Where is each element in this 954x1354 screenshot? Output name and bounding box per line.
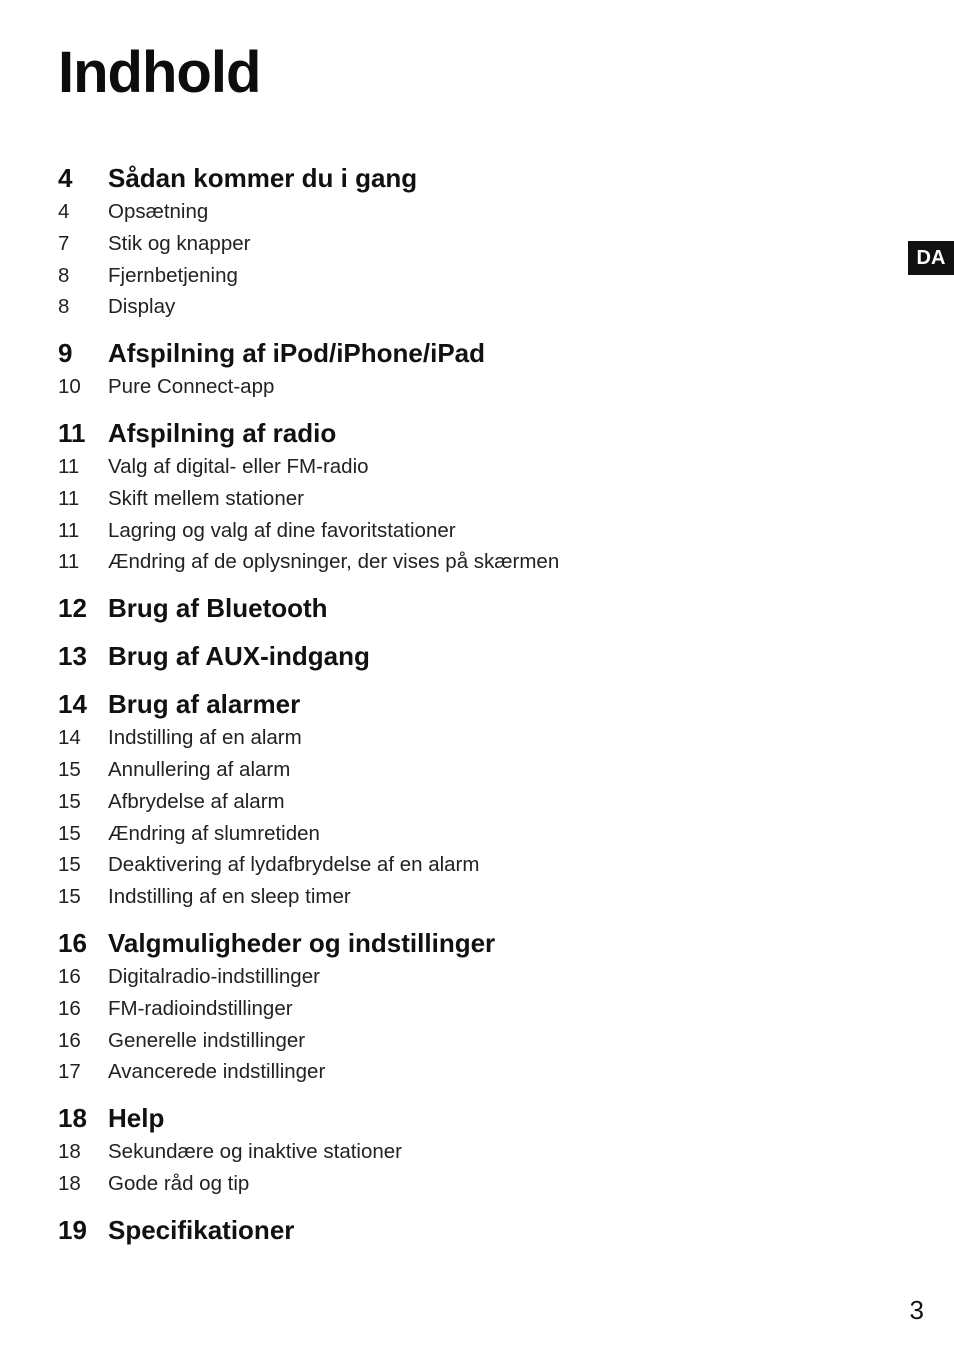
toc-entry[interactable] (58, 818, 878, 850)
entry-title: Pure Connect-app (108, 375, 275, 399)
entry-page-number: 16 (58, 996, 81, 1020)
entry-page-number: 14 (58, 726, 81, 750)
section-title: Brug af Bluetooth (108, 593, 328, 624)
toc-section (58, 335, 878, 403)
toc-entry[interactable] (58, 228, 878, 260)
toc-section-heading[interactable] (58, 415, 878, 451)
entry-page-number: 15 (58, 885, 81, 909)
toc-entry[interactable] (58, 451, 878, 483)
toc-entry[interactable] (58, 754, 878, 786)
entry-title: Generelle indstillinger (108, 1028, 306, 1052)
toc-section-heading[interactable] (58, 638, 878, 674)
entry-page-number: 8 (58, 263, 70, 287)
table-of-contents (58, 160, 878, 1260)
section-title: Help (108, 1103, 165, 1134)
entry-title: Opsætning (108, 200, 209, 223)
toc-entry[interactable] (58, 546, 878, 578)
entry-title: Annullering af alarm (108, 757, 291, 781)
toc-section-heading[interactable] (58, 1100, 878, 1136)
entry-page-number: 7 (58, 231, 70, 255)
entry-title: Indstilling af en alarm (108, 726, 302, 750)
section-page-number: 18 (58, 1103, 87, 1134)
entry-title: FM-radioindstillinger (108, 996, 293, 1020)
toc-section (58, 160, 878, 323)
toc-entry[interactable] (58, 196, 878, 228)
entry-page-number: 11 (58, 550, 80, 574)
toc-entry[interactable] (58, 1025, 878, 1057)
toc-section (58, 1100, 878, 1200)
section-title: Specifikationer (108, 1214, 295, 1245)
entry-page-number: 16 (58, 1028, 81, 1052)
toc-entry[interactable] (58, 371, 878, 403)
entry-page-number: 10 (58, 375, 81, 399)
toc-section-heading[interactable] (58, 160, 878, 196)
section-page-number: 4 (58, 163, 73, 193)
section-title: Valgmuligheder og indstillinger (108, 927, 496, 958)
entry-page-number: 15 (58, 821, 81, 845)
entry-page-number: 18 (58, 1171, 81, 1195)
section-page-number: 11 (58, 417, 86, 448)
entry-title: Valg af digital- eller FM-radio (108, 454, 369, 478)
entry-page-number: 15 (58, 853, 81, 877)
section-title: Afspilning af radio (108, 417, 337, 448)
toc-entry[interactable] (58, 993, 878, 1025)
entry-page-number: 18 (58, 1140, 81, 1164)
entry-title: Fjernbetjening (108, 263, 238, 287)
entry-title: Lagring og valg af dine favoritstationer (108, 518, 456, 542)
toc-entry[interactable] (58, 260, 878, 292)
entry-title: Gode råd og tip (108, 1171, 250, 1195)
language-tab: DA (908, 241, 954, 275)
section-page-number: 14 (58, 689, 87, 720)
toc-entry[interactable] (58, 1168, 878, 1200)
toc-entry[interactable] (58, 786, 878, 818)
entry-page-number: 11 (58, 454, 80, 478)
entry-page-number: 11 (58, 486, 80, 510)
entry-title: Digitalradio-indstillinger (108, 964, 320, 988)
entry-title: Skift mellem stationer (108, 486, 304, 510)
page-number: 3 (909, 1295, 924, 1325)
section-page-number: 9 (58, 338, 73, 369)
entry-page-number: 17 (58, 1060, 81, 1084)
toc-section-heading[interactable] (58, 925, 878, 961)
entry-page-number: 4 (58, 200, 70, 223)
entry-page-number: 16 (58, 964, 81, 988)
toc-section (58, 925, 878, 1088)
section-title: Brug af AUX-indgang (108, 641, 370, 672)
toc-section (58, 1212, 878, 1248)
toc-entry[interactable] (58, 961, 878, 993)
entry-title: Deaktivering af lydafbrydelse af en alarm (108, 853, 480, 877)
section-page-number: 16 (58, 927, 87, 958)
toc-entry[interactable] (58, 722, 878, 754)
section-title: Afspilning af iPod/iPhone/iPad (108, 338, 486, 369)
page-title: Indhold (58, 40, 261, 105)
section-page-number: 13 (58, 641, 87, 672)
section-title: Sådan kommer du i gang (108, 163, 418, 193)
toc-section-heading[interactable] (58, 686, 878, 722)
toc-section (58, 638, 878, 674)
toc-section-heading[interactable] (58, 590, 878, 626)
entry-title: Indstilling af en sleep timer (108, 885, 351, 909)
toc-section-heading[interactable] (58, 335, 878, 371)
toc-entry[interactable] (58, 1056, 878, 1088)
toc-section (58, 686, 878, 913)
section-page-number: 12 (58, 593, 87, 624)
section-page-number: 19 (58, 1214, 87, 1245)
toc-entry[interactable] (58, 849, 878, 881)
toc-section-heading[interactable] (58, 1212, 878, 1248)
entry-page-number: 8 (58, 295, 70, 319)
entry-title: Afbrydelse af alarm (108, 789, 285, 813)
entry-page-number: 15 (58, 789, 81, 813)
entry-title: Stik og knapper (108, 231, 251, 255)
toc-entry[interactable] (58, 291, 878, 323)
toc-entry[interactable] (58, 881, 878, 913)
entry-title: Ændring af de oplysninger, der vises på skærmen (108, 550, 560, 574)
toc-entry[interactable] (58, 483, 878, 515)
entry-page-number: 11 (58, 518, 80, 542)
entry-page-number: 15 (58, 757, 81, 781)
toc-section (58, 415, 878, 578)
entry-title: Ændring af slumretiden (108, 821, 320, 845)
entry-title: Sekundære og inaktive stationer (108, 1140, 403, 1164)
entry-title: Avancerede indstillinger (108, 1060, 326, 1084)
toc-entry[interactable] (58, 515, 878, 547)
toc-entry[interactable] (58, 1136, 878, 1168)
entry-title: Display (108, 295, 176, 319)
section-title: Brug af alarmer (108, 689, 301, 720)
toc-section (58, 590, 878, 626)
